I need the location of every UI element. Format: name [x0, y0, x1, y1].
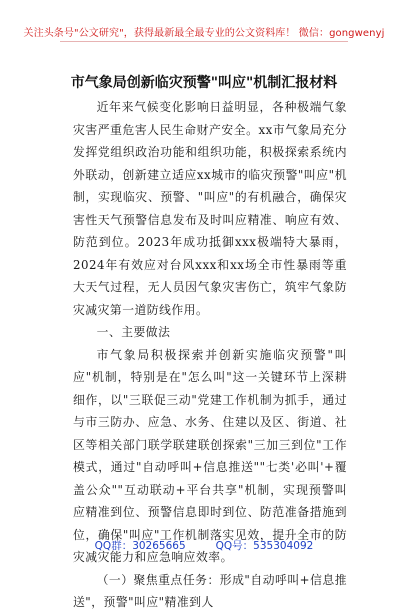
- subsection-heading: （一）聚焦重点任务：形成"自动呼叫+信息推送"，预警"叫应"精准到人: [73, 572, 347, 609]
- document-body: [73, 96, 347, 614]
- section-paragraph: 市气象局积极探索并创新实施临灾预警"叫应"机制，特别是在"怎么叫"这一关键环节上深耕细作，以"三联促三动"党建工作机制为抓手，通过与市三防办、应急、水务、住建以及区、街道、社区等相关部门联学联建联创探索"三加三到位"工作模式，通过"自动呼叫+信息推送""七类'必叫'+覆盖公众""互动联动+平台共享"机制，实现预警叫应精准到位、预警信息即时到位、防范准备措施到位，确保"叫应"工作机制落实见效，提升全市的防灾减灾能力和应急响应效率。: [73, 347, 347, 564]
- footer-qq-number: QQ号：535304092: [215, 540, 314, 552]
- intro-paragraph: 近年来气候变化影响日益明显，各种极端气象灾害严重危害人民生命财产安全。xx市气象局充分发挥党组织政治功能和组织功能，积极探索系统内外联动，创新建立适应xx城市的临灾预警"叫应"机制，实现临灾、预警、"叫应"的有机融合，确保灾害性天气预警信息发布及时叫应精准、响应有效、防范到位。2023年成功抵御xxx极端特大暴雨，2024年有效应对台风xxx和xx场全市性暴雨等重大天气过程，无人员因气象灾害伤亡，筑牢气象防灾减灾第一道防线作用。: [73, 100, 347, 317]
- header-rule: [60, 41, 348, 42]
- footer-qq-group: QQ群：30265665: [94, 540, 186, 552]
- document-title: 市气象局创新临灾预警"叫应"机制汇报材料: [70, 75, 338, 91]
- section-heading: 一、主要做法: [96, 325, 171, 339]
- footer-contact: [0, 538, 408, 553]
- header-banner: 关注头条号"公文研究"，获得最新最全最专业的公文资料库！ 微信：gongwenyj: [23, 28, 385, 39]
